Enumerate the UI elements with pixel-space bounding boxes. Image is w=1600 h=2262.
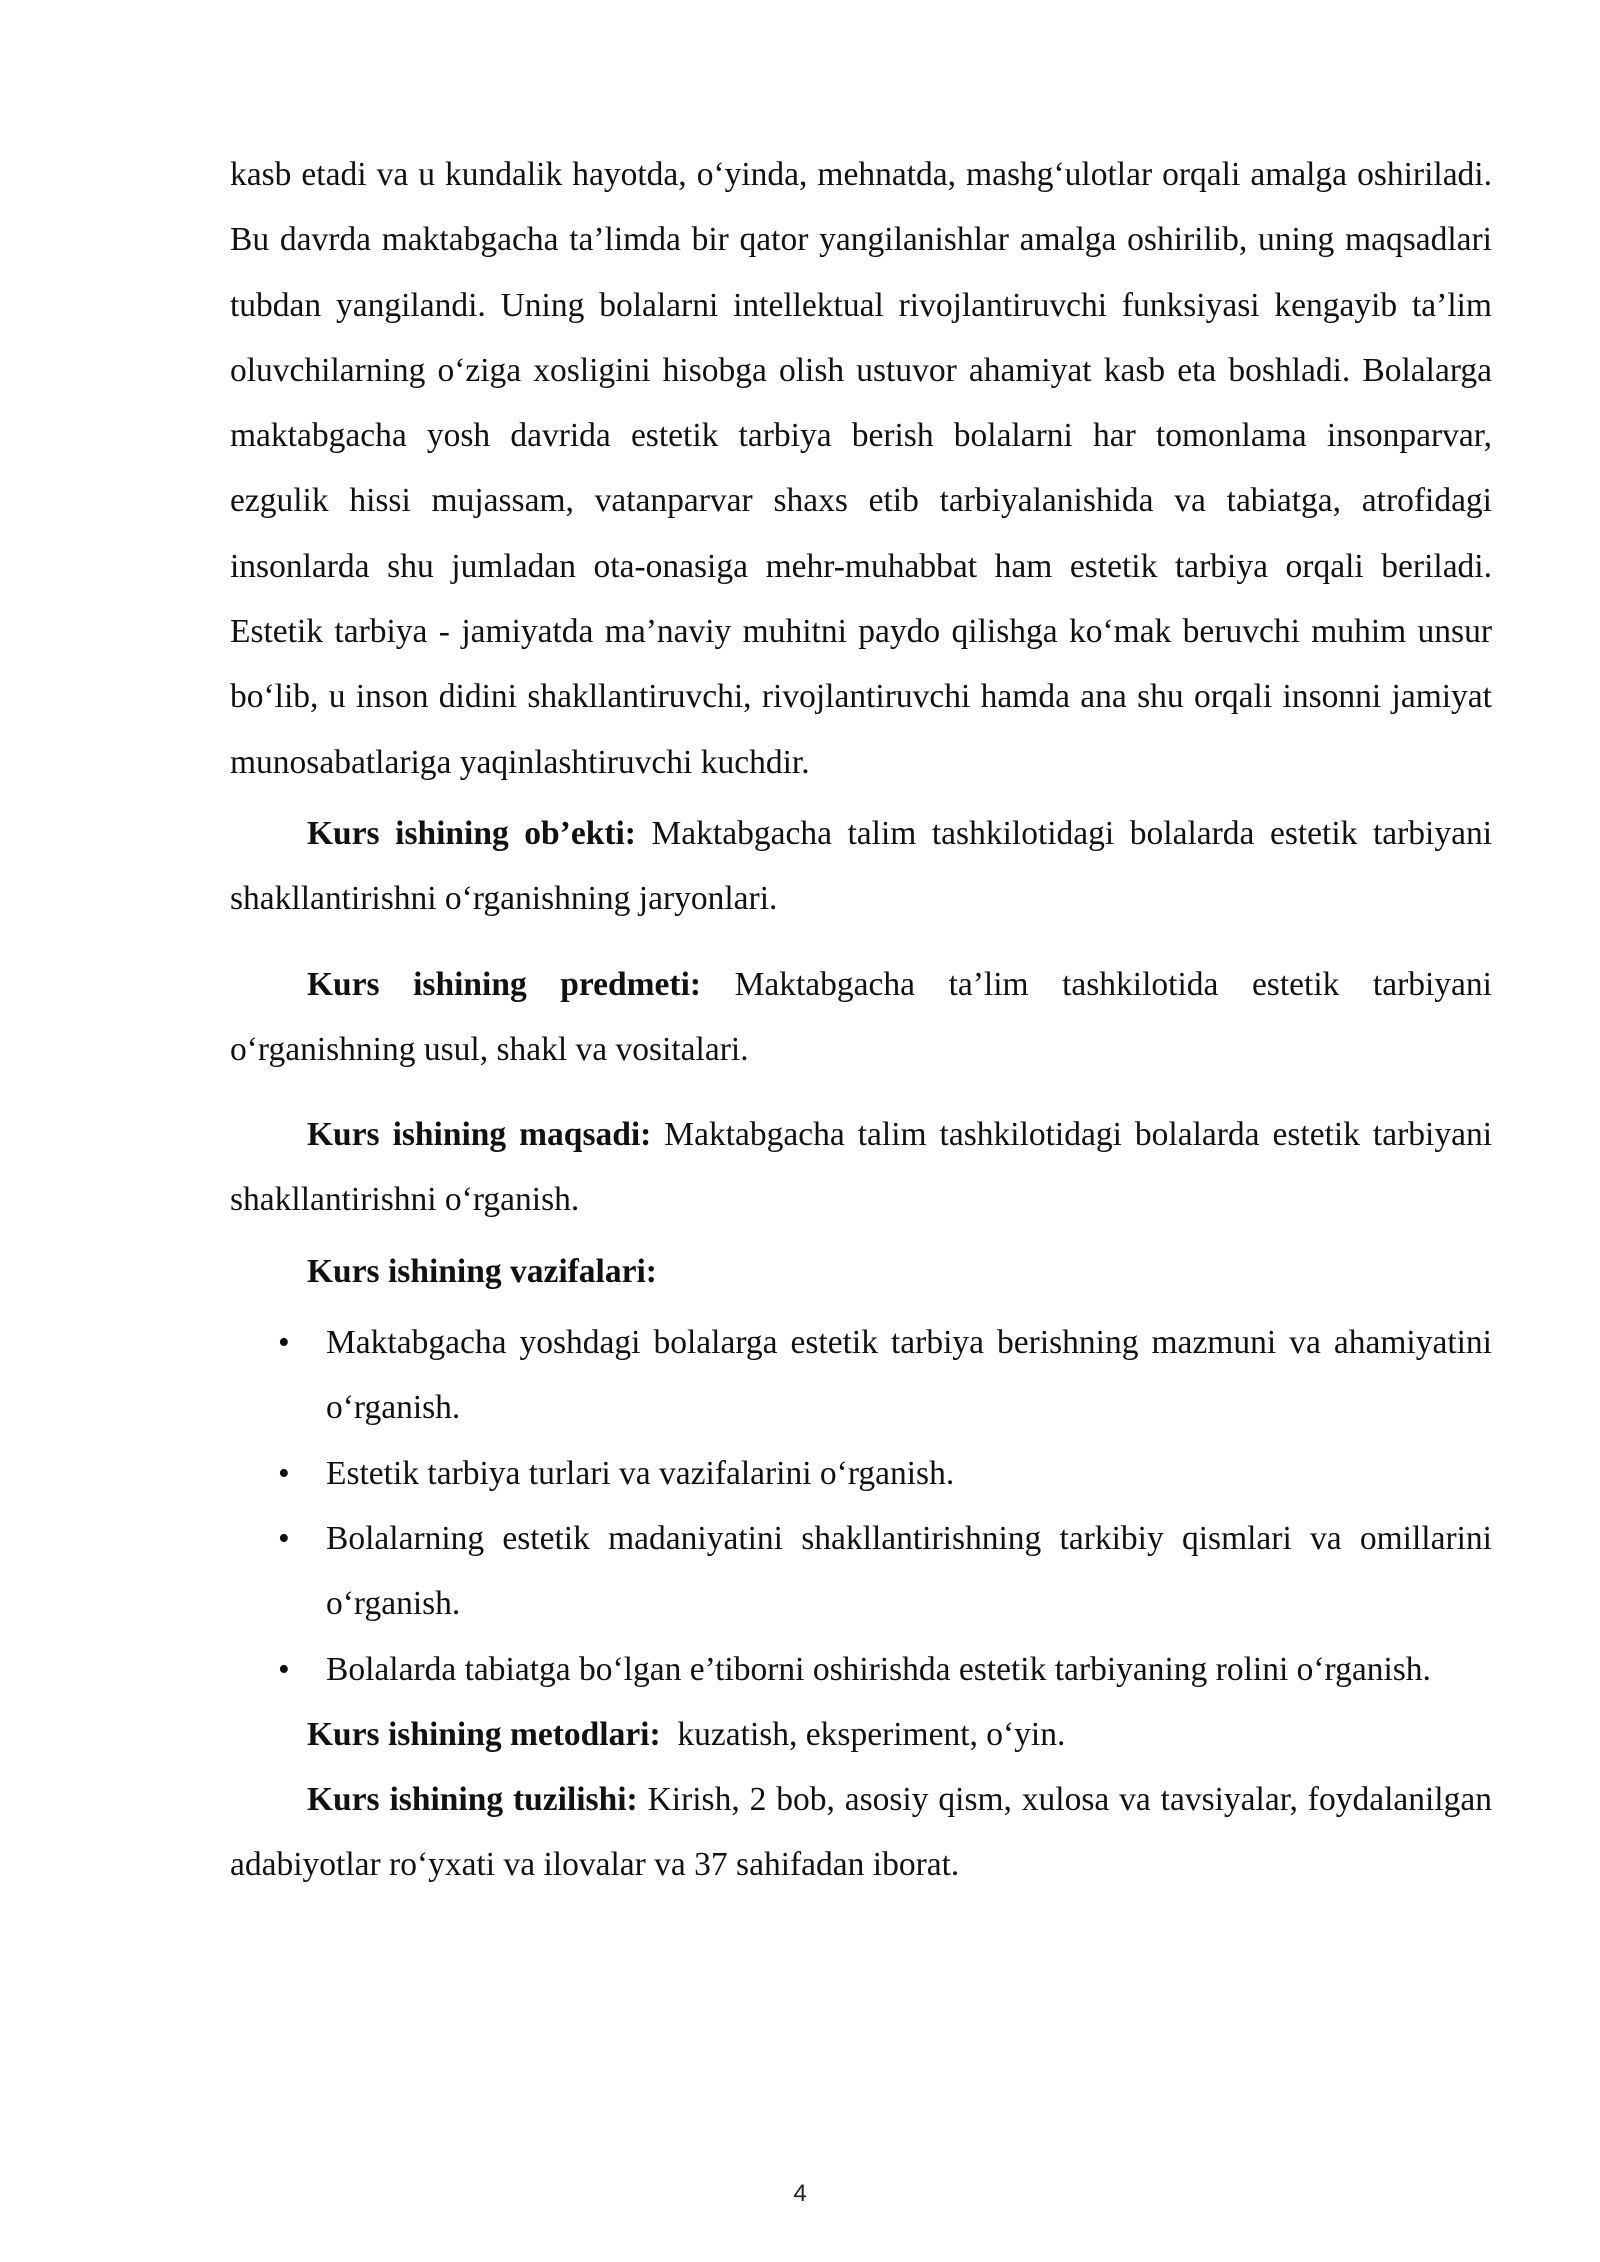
task-text: Bolalarning estetik madaniyatini shakllantirishning tarkibiy qismlari va omillarini o‘rganish. bbox=[326, 1519, 1492, 1623]
list-item bbox=[278, 1310, 1492, 1441]
task-text: Bolalarda tabiatga bo‘lgan e’tiborni oshirishda estetik tarbiyaning rolini o‘rganish. bbox=[326, 1650, 1431, 1688]
methods-paragraph bbox=[230, 1702, 1492, 1767]
methods-text: kuzatish, eksperiment, o‘yin. bbox=[660, 1715, 1066, 1753]
object-paragraph bbox=[230, 801, 1492, 932]
tasks-list-wrapper bbox=[278, 1310, 1492, 1702]
bullet-icon: • bbox=[278, 1650, 290, 1688]
bullet-icon: • bbox=[278, 1324, 290, 1362]
list-item bbox=[278, 1441, 1492, 1506]
tasks-heading bbox=[230, 1239, 1492, 1304]
bullet-icon: • bbox=[278, 1454, 290, 1492]
structure-label: Kurs ishining tuzilishi: bbox=[307, 1781, 638, 1819]
task-text: Maktabgacha yoshdagi bolalarga estetik tarbiya berishning mazmuni va ahamiyatini o‘rganish. bbox=[326, 1324, 1492, 1427]
object-text: Maktabgacha talim tashkilotidagi bolalarda estetik tarbiyani shakllantirishni o‘rganishning jaryonlari. bbox=[230, 814, 1493, 918]
subject-paragraph bbox=[230, 952, 1492, 1083]
structure-text: Kirish, 2 bob, asosiy qism, xulosa va tavsiyalar, foydalanilgan adabiyotlar ro‘yxati va ilovalar va 37 sahifadan iborat. bbox=[230, 1781, 1492, 1884]
object-label: Kurs ishining ob’ekti: bbox=[307, 814, 636, 852]
goal-text: Maktabgacha talim tashkilotidagi bolalarda estetik tarbiyani shakllantirishni o‘rganish. bbox=[230, 1116, 1492, 1219]
goal-paragraph bbox=[230, 1102, 1492, 1233]
subject-label: Kurs ishining predmeti: bbox=[307, 965, 702, 1003]
tasks-list bbox=[278, 1310, 1492, 1702]
tasks-label: Kurs ishining vazifalari: bbox=[307, 1252, 657, 1290]
intro-paragraph: kasb etadi va u kundalik hayotda, o‘yinda, mehnatda, mashg‘ulotlar orqali amalga oshiriladi. Bu davrda maktabgacha ta’limda bir qator yangilanishlar amalga oshirilib, uning maqsadlari tubdan yangilandi. Uning bolalarni intellektual rivojlantiruvchi funksiyasi kengayib ta’lim oluvchilarning o‘ziga xosligini hisobga olish ustuvor ahamiyat kasb eta boshladi. Bolalarga maktabgacha yosh davrida estetik tarbiya berish bolalarni har tomonlama insonparvar, ezgulik hissi mujassam, vatanparvar shaxs etib tarbiyalanishida va tabiatga, atrofidagi insonlarda shu jumladan ota-onasiga mehr-muhabbat ham estetik tarbiya orqali beriladi. Estetik tarbiya - jamiyatda ma’naviy muhitni paydo qilishga ko‘mak beruvchi muhim unsur bo‘lib, u inson didini shakllantiruvchi, rivojlantiruvchi hamda ana shu orqali insonni jamiyat munosabatlariga yaqinlashtiruvchi kuchdir. bbox=[230, 156, 1492, 781]
structure-paragraph bbox=[230, 1767, 1492, 1898]
page-number: 4 bbox=[793, 2180, 807, 2207]
document-page bbox=[230, 142, 1492, 1898]
methods-label: Kurs ishining metodlari: bbox=[307, 1715, 661, 1753]
subject-text: Maktabgacha ta’lim tashkilotida estetik tarbiyani o‘rganishning usul, shakl va vositalari. bbox=[230, 965, 1492, 1068]
goal-label: Kurs ishining maqsadi: bbox=[307, 1116, 652, 1154]
bullet-icon: • bbox=[278, 1519, 290, 1557]
task-text: Estetik tarbiya turlari va vazifalarini o‘rganish. bbox=[326, 1454, 955, 1492]
list-item bbox=[278, 1506, 1492, 1637]
list-item bbox=[278, 1637, 1492, 1702]
